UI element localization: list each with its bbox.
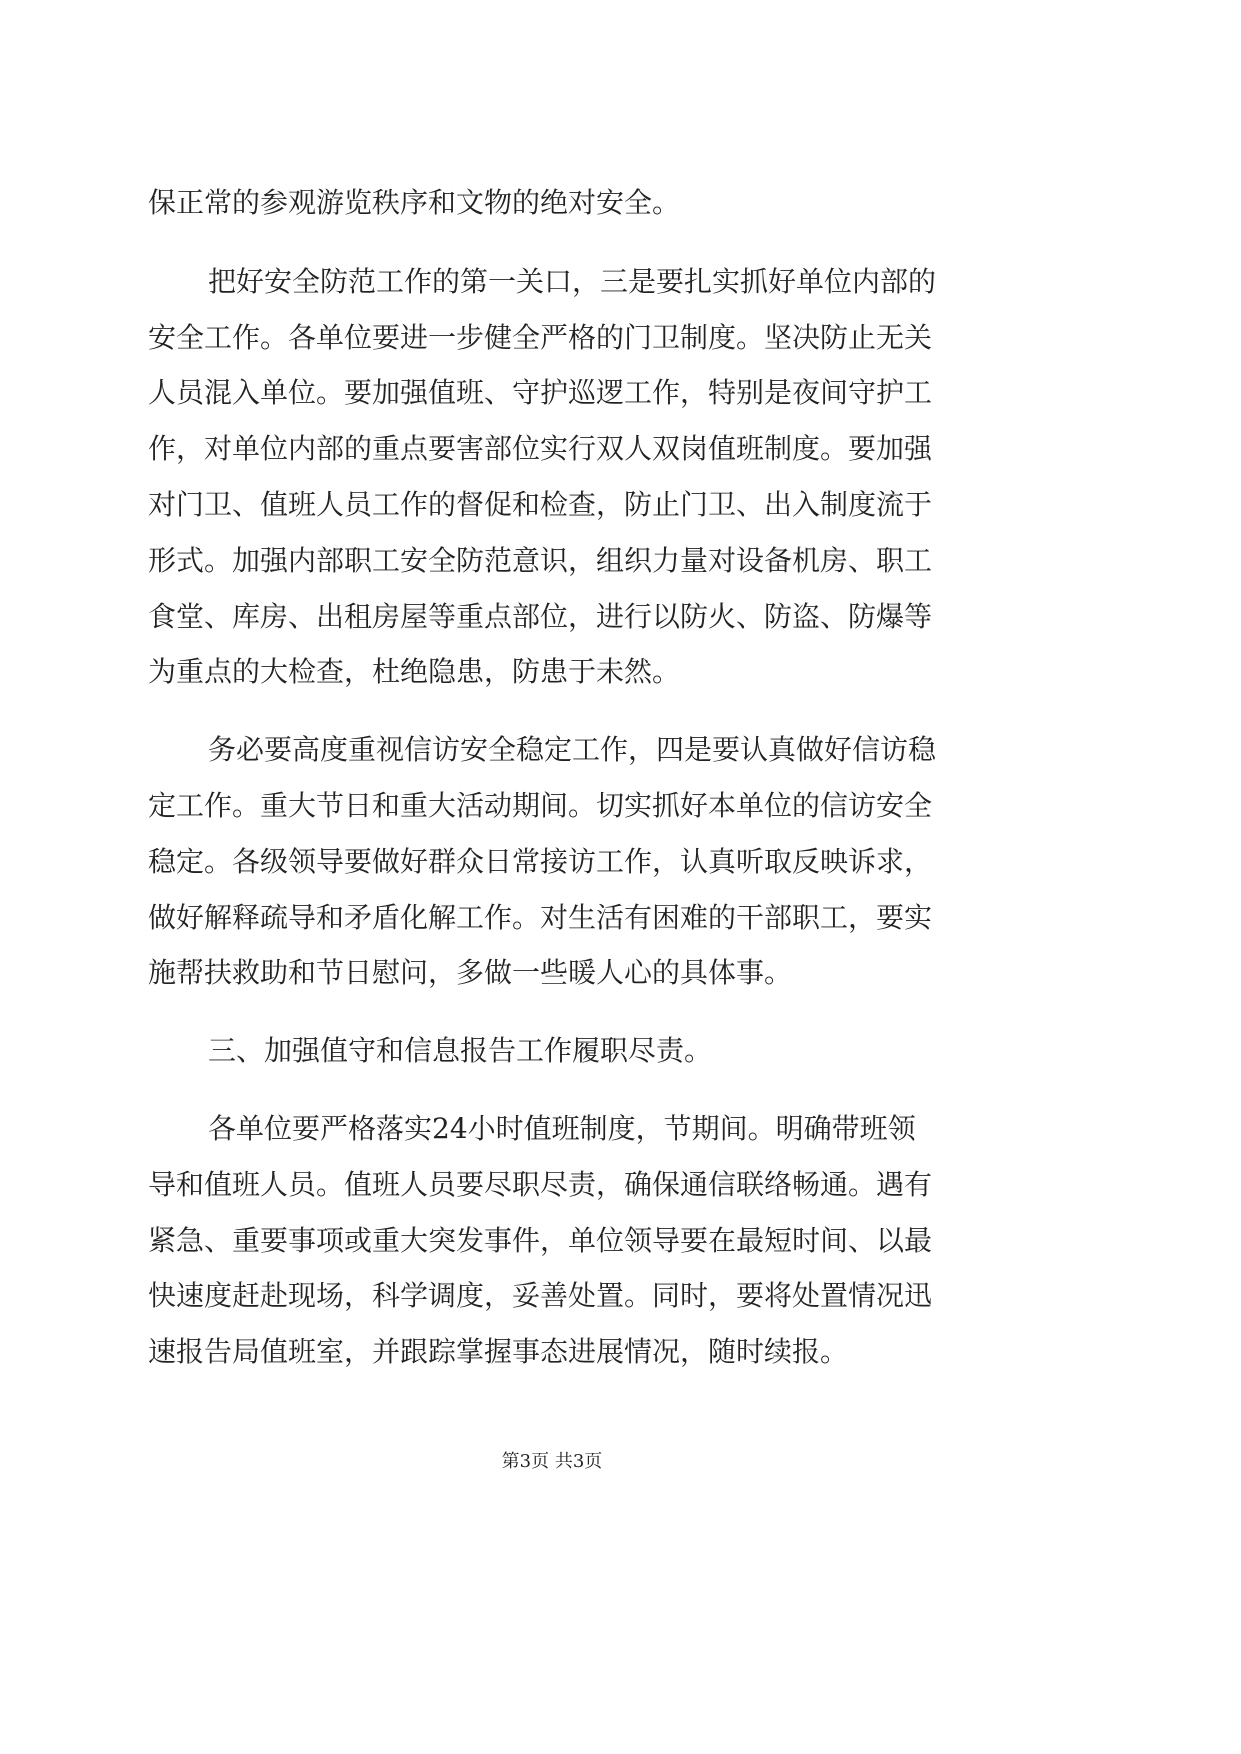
text-line: 作，对单位内部的重点要害部位实行双人双岗值班制度。要加强: [148, 432, 933, 465]
text-line: 保正常的参观游览秩序和文物的绝对安全。: [148, 186, 681, 219]
text-line: 人员混入单位。要加强值班、守护巡逻工作，特别是夜间守护工: [148, 376, 933, 409]
page-number-footer: 第3页 共3页: [501, 1451, 603, 1472]
text-line: 安全工作。各单位要进一步健全严格的门卫制度。坚决防止无关: [148, 321, 933, 354]
text-line: 形式。加强内部职工安全防范意识，组织力量对设备机房、职工: [148, 544, 933, 577]
text-line: 快速度赶赴现场，科学调度，妥善处置。同时，要将处置情况迅: [148, 1279, 933, 1312]
text-line: 紧急、重要事项或重大突发事件，单位领导要在最短时间、以最: [148, 1224, 933, 1257]
text-line: 对门卫、值班人员工作的督促和检查，防止门卫、出入制度流于: [148, 488, 933, 521]
text-line: 稳定。各级领导要做好群众日常接访工作，认真听取反映诉求，: [148, 845, 933, 878]
section-heading: 三、加强值守和信息报告工作履职尽责。: [208, 1034, 713, 1067]
text-line: 做好解释疏导和矛盾化解工作。对生活有困难的干部职工，要实: [148, 901, 933, 934]
text-line: 为重点的大检查，杜绝隐患，防患于未然。: [148, 655, 681, 688]
text-line: 把好安全防范工作的第一关口，三是要扎实抓好单位内部的: [208, 265, 937, 298]
text-line: 导和值班人员。值班人员要尽职尽责，确保通信联络畅通。遇有: [148, 1168, 933, 1201]
text-line: 务必要高度重视信访安全稳定工作，四是要认真做好信访稳: [208, 733, 937, 766]
text-line: 食堂、库房、出租房屋等重点部位，进行以防火、防盗、防爆等: [148, 600, 933, 633]
text-line: 速报告局值班室，并跟踪掌握事态进展情况，随时续报。: [148, 1335, 849, 1368]
text-line: 施帮扶救助和节日慰问，多做一些暖人心的具体事。: [148, 956, 793, 989]
text-line: 各单位要严格落实24小时值班制度，节期间。明确带班领: [208, 1112, 916, 1145]
text-line: 定工作。重大节日和重大活动期间。切实抓好本单位的信访安全: [148, 789, 933, 822]
